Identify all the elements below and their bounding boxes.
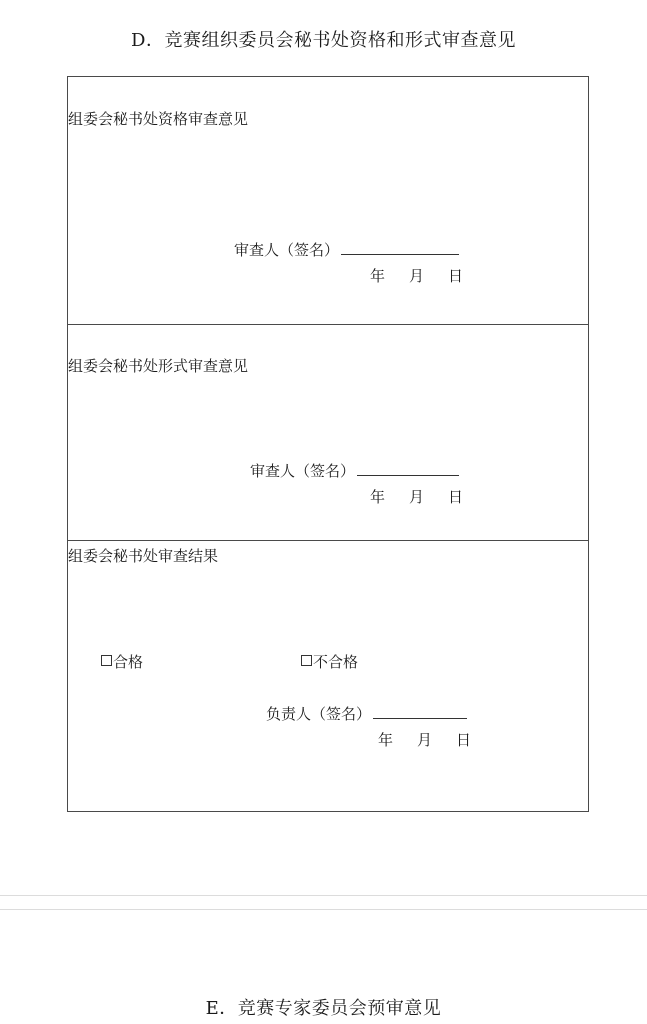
- signature-blank[interactable]: [357, 461, 459, 476]
- reviewer-signature-label: 审查人（签名）: [234, 241, 340, 259]
- date-year-label: 年: [378, 731, 394, 749]
- fail-option[interactable]: [301, 651, 358, 672]
- qualification-reviewer-signature: [234, 239, 459, 260]
- formal-reviewer-signature: [250, 460, 459, 481]
- responsible-person-signature: [266, 703, 467, 724]
- pass-checkbox[interactable]: [101, 655, 112, 666]
- fail-checkbox[interactable]: [301, 655, 312, 666]
- formal-review-label: 组委会秘书处形式审查意见: [68, 357, 249, 375]
- review-result-label: 组委会秘书处审查结果: [68, 547, 219, 565]
- review-result-date: [378, 729, 471, 750]
- qualification-review-date: [370, 265, 463, 286]
- page-break-line: [0, 895, 647, 896]
- section-e-title: E．竞赛专家委员会预审意见: [205, 998, 442, 1019]
- pass-option[interactable]: [101, 651, 143, 672]
- page-break-line: [0, 909, 647, 910]
- signature-blank[interactable]: [373, 704, 467, 719]
- section-d-title: D．竞赛组织委员会秘书处资格和形式审查意见: [131, 30, 516, 51]
- date-day-label: 日: [456, 731, 472, 749]
- date-year-label: 年: [370, 267, 386, 285]
- qualification-review-label: 组委会秘书处资格审查意见: [68, 110, 249, 128]
- pass-option-label: 合格: [113, 653, 144, 671]
- date-month-label: 月: [409, 267, 425, 285]
- date-month-label: 月: [417, 731, 433, 749]
- qualification-review-section: [68, 77, 588, 324]
- responsible-signature-label: 负责人（签名）: [266, 705, 372, 723]
- review-form-table: [67, 76, 589, 812]
- reviewer-signature-label: 审查人（签名）: [250, 462, 356, 480]
- date-day-label: 日: [448, 488, 464, 506]
- formal-review-section: [68, 324, 588, 540]
- date-month-label: 月: [409, 488, 425, 506]
- formal-review-date: [370, 486, 463, 507]
- date-day-label: 日: [448, 267, 464, 285]
- date-year-label: 年: [370, 488, 386, 506]
- fail-option-label: 不合格: [313, 653, 359, 671]
- signature-blank[interactable]: [341, 240, 459, 255]
- review-result-section: [68, 540, 588, 812]
